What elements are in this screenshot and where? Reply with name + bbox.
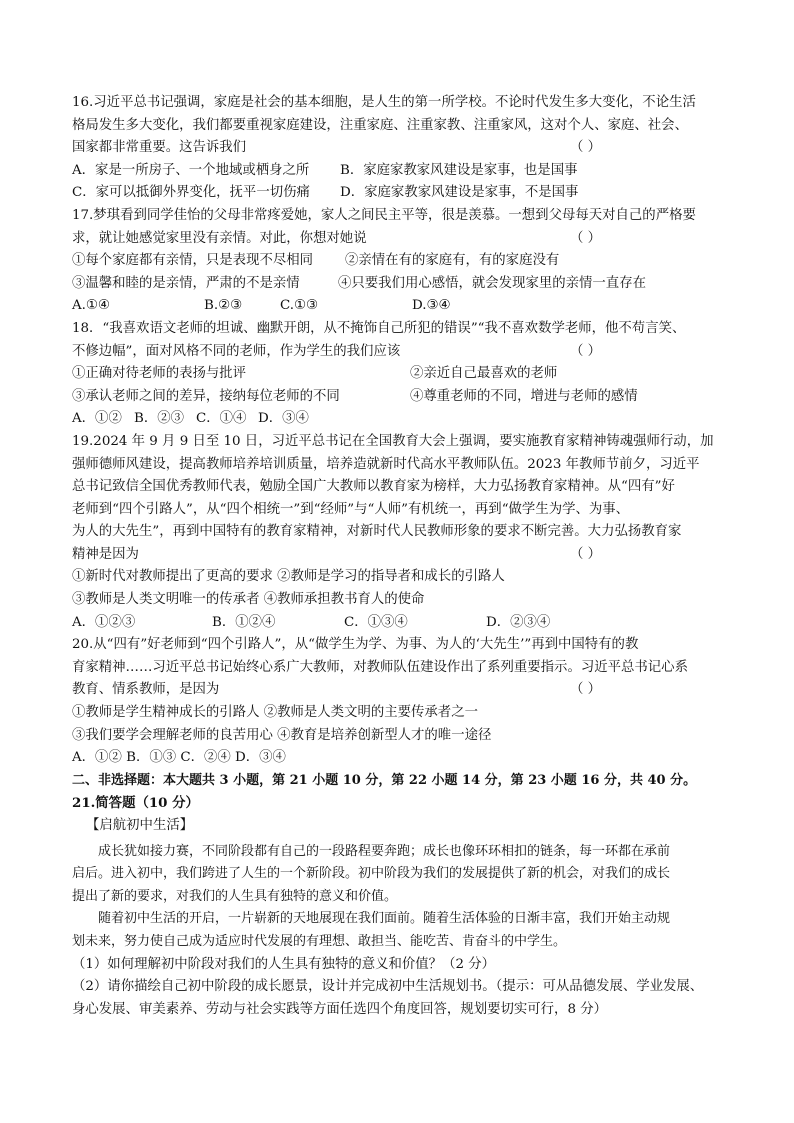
option-b: B．家庭家教家风建设是家事，也是国事 xyxy=(340,162,578,178)
option-d: D.③④ xyxy=(412,298,451,314)
question-stem-line: 17.梦琪看到同学佳怡的父母非常疼爱她，家人之间民主平等，很是羡慕。一想到父母每天对自己的严格要 xyxy=(72,207,696,223)
question-stem-text: 精神是因为 xyxy=(72,546,139,562)
question-stem-line: 为人的大先生”，再到中国特有的教育家精神，对新时代人民教师形象的要求不断完善。大力弘扬教育家 xyxy=(72,524,682,540)
statement-2: ②亲情在有的家庭有，有的家庭没有 xyxy=(345,253,560,269)
statement-row xyxy=(72,363,732,386)
material-paragraph-line: 提出了新的要求，对我们的人生具有独特的意义和价值。 xyxy=(72,888,398,904)
section-heading: 二、非选择题：本大题共 3 小题，第 21 小题 10 分，第 22 小题 14 分，第 23 小题 16 分，共 40 分。 xyxy=(72,772,697,788)
question-19 xyxy=(72,431,732,634)
answer-bracket: （ ） xyxy=(570,230,602,246)
sub-question-2: （2）请你描绘自己初中阶段的成长愿景，设计并完成初中生活规划书。（提示：可从品德发展、学业发展、 xyxy=(72,979,704,995)
statement-row xyxy=(72,273,732,296)
statement-2: ②亲近自己最喜欢的老师 xyxy=(410,366,558,382)
statement-row xyxy=(72,386,732,409)
question-stem-line xyxy=(72,228,732,251)
option-a: A.①④ xyxy=(72,298,110,314)
question-stem-line xyxy=(72,137,732,160)
answer-bracket: （ ） xyxy=(570,140,602,156)
question-stem-text: 教育、情系教师，是因为 xyxy=(72,682,220,698)
question-stem-line: 格局发生多大变化，我们都要重视家庭建设，注重家庭、注重家教、注重家风，这对个人、家庭、社会、 xyxy=(72,117,688,133)
option-a: A．①②③ xyxy=(72,614,136,630)
option-b: B．②③ xyxy=(134,411,185,427)
material-paragraph-line: 随着初中生活的开启，一片崭新的天地展现在我们面前。随着生活体验的日渐丰富，我们开始主动规 xyxy=(98,911,671,927)
statement-3: ③承认老师之间的差异，接纳每位老师的不同 xyxy=(72,388,340,404)
statement-row xyxy=(72,250,732,273)
question-title: 21.简答题（10 分） xyxy=(72,795,199,812)
question-17 xyxy=(72,205,732,318)
statement-4: ④尊重老师的不同，增进与老师的感情 xyxy=(410,388,638,404)
option-row: A．①② B．①③ C．②④ D．③④ xyxy=(72,750,286,766)
option-b: B．①②④ xyxy=(212,614,276,630)
option-c: C．家可以抵御外界变化，抚平一切伤痛 xyxy=(72,185,310,201)
statement-row: ③我们要学会理解老师的良苦用心 ④教育是培养创新型人才的唯一途径 xyxy=(72,727,492,743)
option-d: D．③④ xyxy=(258,411,309,427)
option-c: C.①③ xyxy=(280,298,319,314)
statement-1: ①正确对待老师的表扬与批评 xyxy=(72,366,247,382)
statement-row: ①教师是学生精神成长的引路人 ②教师是人类文明的主要传承者之一 xyxy=(72,705,478,721)
question-stem-line: 20.从“四有”好老师到“四个引路人”，从“做学生为学、为事、为人的‘大先生’”再到中国特有的教 xyxy=(72,637,639,653)
option-row xyxy=(72,408,732,431)
option-d: D．②③④ xyxy=(486,614,551,630)
question-stem-line xyxy=(72,341,732,364)
option-row xyxy=(72,160,732,183)
question-stem-line: 18．“我喜欢语文老师的坦诚、幽默开朗，从不掩饰自己所犯的错误”“我不喜欢数学老师，他不苟言笑、 xyxy=(72,320,686,336)
option-row xyxy=(72,295,732,318)
statement-1: ①每个家庭都有亲情，只是表现不尽相同 xyxy=(72,253,314,269)
question-stem-line xyxy=(72,679,732,702)
question-stem-text: 国家都非常重要。这告诉我们 xyxy=(72,140,247,156)
question-stem-line xyxy=(72,544,732,567)
option-d: D．家庭家教家风建设是家事，不是国事 xyxy=(340,185,579,201)
question-16 xyxy=(72,92,732,205)
question-stem-text: 求，就让她感觉家里没有亲情。对此，你想对她说 xyxy=(72,230,367,246)
question-stem-line: 育家精神……习近平总书记始终心系广大教师，对教师队伍建设作出了系列重要指示。习近平总书记心系 xyxy=(72,659,688,675)
material-paragraph-line: 划未来，努力使自己成为适应时代发展的有理想、敢担当、能吃苦、肯奋斗的中学生。 xyxy=(72,933,567,949)
option-row xyxy=(72,182,732,205)
option-row xyxy=(72,612,732,635)
statement-row: ①新时代对教师提出了更高的要求 ②教师是学习的指导者和成长的引路人 xyxy=(72,569,505,585)
question-stem-line: 老师到“四个引路人”，从“四个相统一”到“经师”与“人师”有机统一，再到“做学生为学、为事、 xyxy=(72,501,630,517)
answer-bracket: （ ） xyxy=(570,682,602,698)
question-stem-line: 总书记致信全国优秀教师代表，勉励全国广大教师以教育家为榜样，大力弘扬教育家精神。从“四有”好 xyxy=(72,479,675,495)
sub-question-1: （1）如何理解初中阶段对我们的人生具有独特的意义和价值？（2 分） xyxy=(72,956,496,972)
option-a: A．①② xyxy=(72,411,122,427)
answer-bracket: （ ） xyxy=(570,546,602,562)
material-paragraph-line: 成长犹如接力赛，不同阶段都有自己的一段路程要奔跑；成长也像环环相扣的链条，每一环都在承前 xyxy=(98,843,671,859)
question-20 xyxy=(72,634,732,770)
question-18 xyxy=(72,318,732,431)
sub-question-2-cont: 身心发展、审美素养、劳动与社会实践等方面任选四个角度回答，规划要切实可行，8 分） xyxy=(72,1001,608,1017)
answer-bracket: （ ） xyxy=(570,343,602,359)
question-stem-line: 16.习近平总书记强调，家庭是社会的基本细胞，是人生的第一所学校。不论时代发生多大变化，不论生活 xyxy=(72,95,696,110)
question-stem-line: 19.2024 年 9 月 9 日至 10 日，习近平总书记在全国教育大会上强调，要实施教育家精神铸魂强师行动，加 xyxy=(72,433,714,449)
option-a: A．家是一所房子、一个地域或栖身之所 xyxy=(72,162,310,178)
option-c: C．①③④ xyxy=(344,614,408,630)
question-21 xyxy=(72,792,732,1021)
statement-3: ③温馨和睦的是亲情，严肃的不是亲情 xyxy=(72,275,300,291)
question-stem-line: 强师德师风建设，提高教师培养培训质量，培养造就新时代高水平教师队伍。2023 年教师节前夕，习近平 xyxy=(72,456,700,472)
question-stem-text: 不修边幅”，面对风格不同的老师，作为学生的我们应该 xyxy=(72,343,401,359)
material-paragraph-line: 启后。进入初中，我们跨进了人生的一个新阶段。初中阶段为我们的发展提供了新的机会，对我们的成长 xyxy=(72,866,671,882)
exam-page xyxy=(72,92,732,1021)
option-c: C．①④ xyxy=(196,411,247,427)
statement-4: ④只要我们用心感悟，就会发现家里的亲情一直存在 xyxy=(338,275,646,291)
material-title: 【启航初中生活】 xyxy=(86,818,194,833)
statement-row: ③教师是人类文明唯一的传承者 ④教师承担教书育人的使命 xyxy=(72,592,425,608)
option-b: B.②③ xyxy=(204,298,243,314)
